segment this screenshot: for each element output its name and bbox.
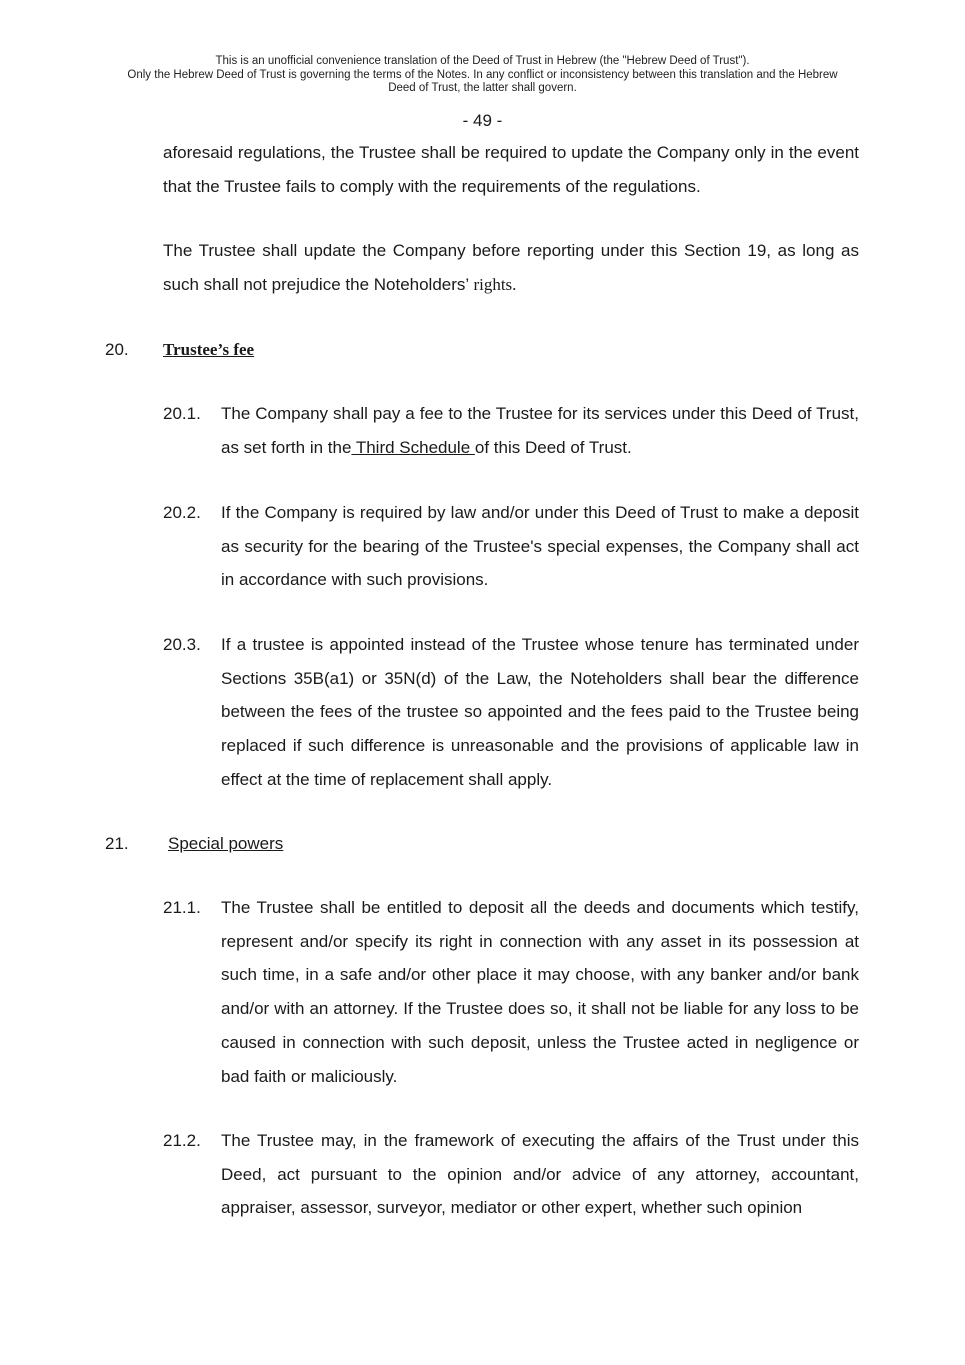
section-20-3-text: If a trustee is appointed instead of the Trustee whose tenure has terminated under Sections 35B(a1) or 35N(d) of the Law, the Noteholders shall bear the difference between the fees of the trustee so appointed and the fees paid to the Trustee being replaced if such difference is unreasonable and the provisions of applicable law in effect at the time of replacement shall apply. [221, 635, 859, 789]
section-20-1-text-after: of this Deed of Trust. [474, 437, 632, 457]
section-21-number: 21. [105, 834, 129, 853]
section-20-1-number: 20.1. [163, 404, 201, 423]
section-20-1-text-before: The Company shall pay a fee to the Trustee for its services under this Deed of Trust, as set forth in the [221, 404, 859, 457]
section-21-2-number: 21.2. [163, 1131, 201, 1150]
section-20-1-text [221, 397, 859, 464]
disclaimer-line-1: This is an unofficial convenience translation of the Deed of Trust in Hebrew (the "Hebrew Deed of Trust"). [215, 55, 750, 67]
section-20-number: 20. [105, 340, 129, 359]
intro-paragraph-1: aforesaid regulations, the Trustee shall be required to update the Company only in the event that the Trustee fails to comply with the requirements of the regulations. [163, 143, 859, 196]
disclaimer-line-3: Deed of Trust, the latter shall govern. [388, 82, 577, 94]
section-21-1-text: The Trustee shall be entitled to deposit all the deeds and documents which testify, represent and/or specify its right in connection with any asset in its possession at such time, in a safe and/or other place it may choose, with any banker and/or bank and/or with an attorney. If the Trustee does so, it shall not be liable for any loss to be caused in connection with such deposit, unless the Trustee acted in negligence or bad faith or maliciously. [221, 898, 859, 1086]
disclaimer-line-2: Only the Hebrew Deed of Trust is governing the terms of the Notes. In any conflict or inconsistency between this translation and the Hebrew [127, 68, 838, 81]
intro-paragraph-2-tail: rights. [469, 274, 517, 294]
translation-disclaimer [80, 55, 885, 96]
intro-paragraph-2 [163, 234, 859, 301]
section-21-1-number: 21.1. [163, 898, 201, 917]
section-21-2-text: The Trustee may, in the framework of executing the affairs of the Trust under this Deed, act pursuant to the opinion and/or advice of any attorney, accountant, appraiser, assessor, surveyor, mediator or other expert, whether such opinion [221, 1131, 859, 1218]
intro-paragraph-2-main: The Trustee shall update the Company before reporting under this Section 19, as long as such shall not prejudice the Noteholders’ [163, 241, 859, 294]
section-21-title: Special powers [168, 834, 284, 853]
section-20-title: Trustee’s fee [163, 340, 255, 359]
section-20-2-number: 20.2. [163, 503, 201, 522]
section-20-2-text: If the Company is required by law and/or under this Deed of Trust to make a deposit as security for the bearing of the Trustee's special expenses, the Company shall act in accordance with such provisions. [221, 503, 859, 590]
third-schedule-reference: Third Schedule [351, 437, 475, 457]
page-number: - 49 - [462, 111, 503, 130]
section-20-3-number: 20.3. [163, 635, 201, 654]
